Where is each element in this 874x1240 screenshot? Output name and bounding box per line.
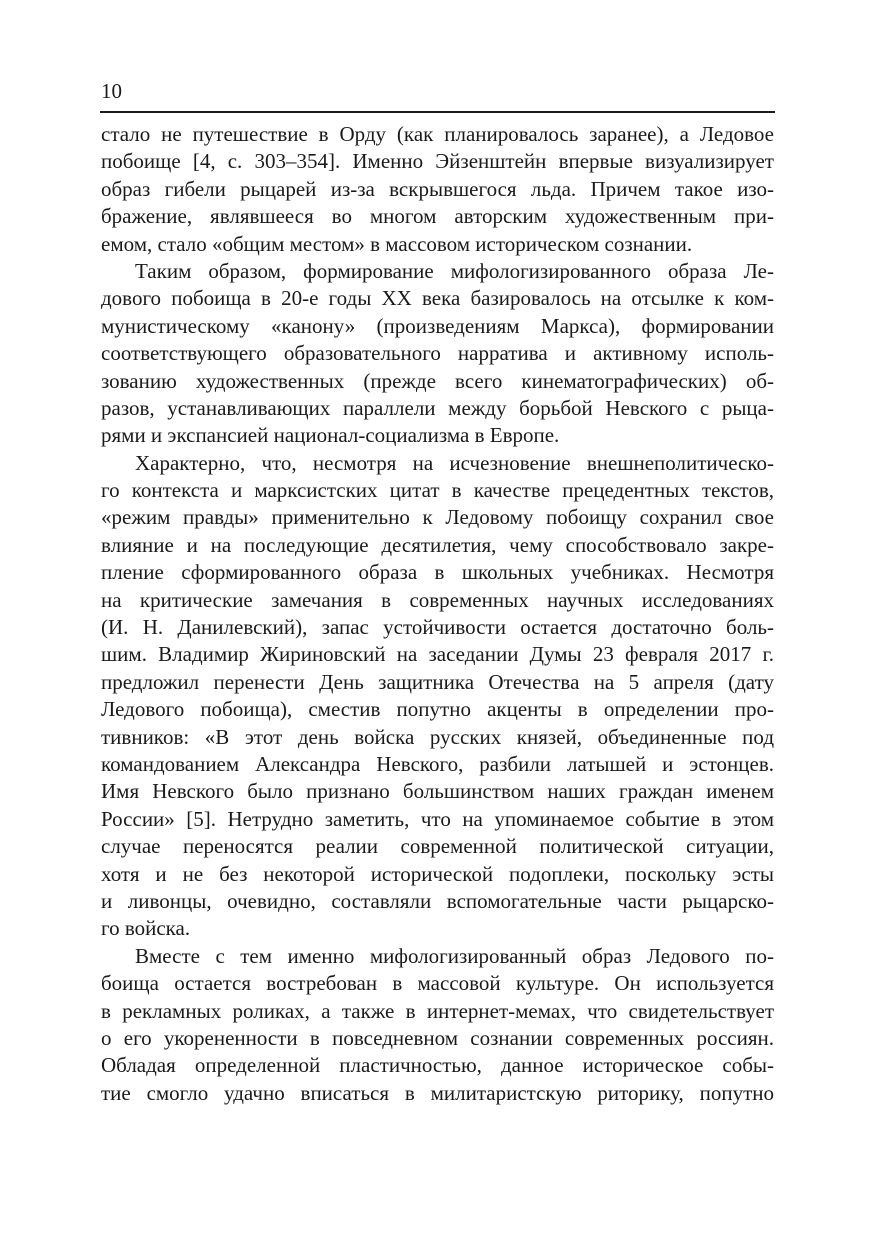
text-line: России» [5]. Нетрудно заметить, что на упоминаемое событие в этом	[101, 806, 774, 831]
text-line: побоище [4, с. 303–354]. Именно Эйзенштейн впервые визуализирует	[101, 149, 774, 174]
paragraph	[101, 943, 774, 1107]
text-line: влияние и на последующие десятилетия, чему способствовало закре-	[101, 532, 774, 557]
text-line: го контекста и марксистских цитат в качестве прецедентных текстов,	[101, 478, 774, 503]
text-line: в рекламных роликах, а также в интернет-мемах, что свидетельствует	[101, 998, 774, 1023]
text-line: предложил перенести День защитника Отечества на 5 апреля (дату	[101, 669, 774, 694]
text-line: Вместе с тем именно мифологизированный образ Ледового по-	[135, 943, 774, 968]
header-rule	[100, 111, 775, 113]
text-line: пление сформированного образа в школьных учебниках. Несмотря	[101, 560, 774, 585]
text-line: и ливонцы, очевидно, составляли вспомогательные части рыцарско-	[101, 888, 774, 913]
text-line: рями и экспансией национал-социализма в Европе.	[101, 423, 560, 448]
page-number: 10	[101, 79, 122, 103]
text-line: дового побоища в 20-е годы XX века базировалось на отсылке к ком-	[101, 286, 774, 311]
text-line: Таким образом, формирование мифологизированного образа Ле-	[135, 258, 774, 283]
text-line: тие смогло удачно вписаться в милитаристскую риторику, попутно	[101, 1080, 774, 1105]
body-text	[101, 121, 774, 1107]
text-line: разов, устанавливающих параллели между борьбой Невского с рыца-	[101, 395, 774, 420]
paragraph	[101, 450, 774, 943]
text-line: о его укорененности в повседневном сознании современных россиян.	[101, 1025, 774, 1050]
text-line: мунистическому «канону» (произведениям Маркса), формировании	[101, 313, 774, 338]
text-line: образ гибели рыцарей из-за вскрывшегося льда. Причем такое изо-	[101, 176, 774, 201]
text-line: (И. Н. Данилевский), запас устойчивости остается достаточно боль-	[101, 615, 774, 640]
text-line: бражение, являвшееся во многом авторским художественным при-	[101, 204, 774, 229]
text-line: командованием Александра Невского, разбили латышей и эстонцев.	[101, 751, 774, 776]
text-line: тивников: «В этот день войска русских князей, объединенные под	[101, 724, 774, 749]
text-line: зованию художественных (прежде всего кинематографических) об-	[101, 368, 774, 393]
text-line: Имя Невского было признано большинством наших граждан именем	[101, 779, 774, 804]
text-line: Характерно, что, несмотря на исчезновение внешнеполитическо-	[135, 450, 774, 475]
text-line: боища остается востребован в массовой культуре. Он используется	[101, 971, 774, 996]
text-line: «режим правды» применительно к Ледовому побоищу сохранил свое	[101, 505, 774, 530]
text-line: на критические замечания в современных научных исследованиях	[101, 587, 774, 612]
text-line: Обладая определенной пластичностью, данное историческое собы-	[101, 1053, 774, 1078]
text-line: Ледового побоища), сместив попутно акценты в определении про-	[101, 697, 774, 722]
paragraph	[101, 121, 774, 258]
text-line: соответствующего образовательного нарратива и активному исполь-	[101, 341, 774, 366]
text-line: го войска.	[101, 916, 191, 941]
text-line: случае переносятся реалии современной политической ситуации,	[101, 834, 774, 859]
text-line: емом, стало «общим местом» в массовом историческом сознании.	[101, 231, 693, 256]
text-line: хотя и не без некоторой исторической подоплеки, поскольку эсты	[101, 861, 774, 886]
paragraph	[101, 258, 774, 450]
text-line: стало не путешествие в Орду (как планировалось заранее), а Ледовое	[101, 122, 774, 146]
text-line: шим. Владимир Жириновский на заседании Думы 23 февраля 2017 г.	[101, 642, 774, 667]
